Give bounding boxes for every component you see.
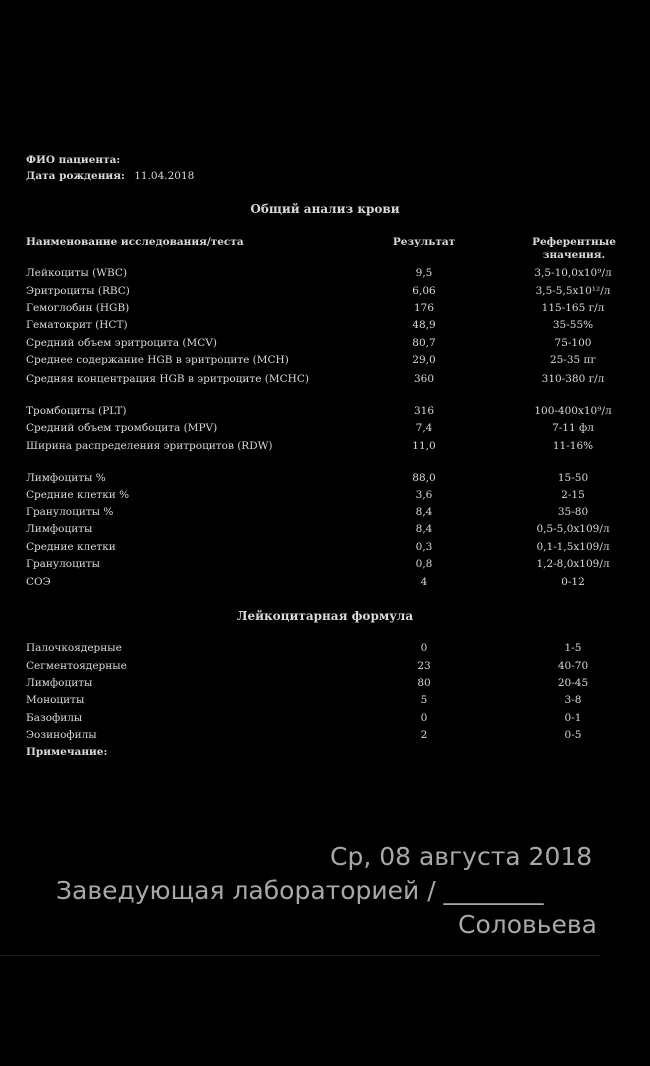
patient-name-label: ФИО пациента: [26, 154, 121, 166]
patient-dob-value: 11.04.2018 [134, 170, 195, 182]
test-result: 29,0 [412, 354, 436, 366]
test-name: Гемоглобин (HGB) [26, 302, 130, 314]
table-row [26, 422, 600, 439]
test-result: 6,06 [412, 285, 436, 297]
test-name: Тромбоциты (PLT) [26, 405, 127, 417]
table-row [26, 440, 600, 457]
test-name: Среднее содержание HGB в эритроците (MCH) [26, 354, 289, 366]
test-result: 0 [420, 712, 428, 724]
test-name: Моноциты [26, 694, 85, 706]
test-result: 2 [420, 729, 428, 741]
test-result: 4 [420, 576, 428, 588]
table-row [26, 302, 605, 319]
test-result: 5 [420, 694, 428, 706]
test-reference: 0-12 [561, 576, 585, 588]
table-row [26, 677, 600, 694]
test-reference: 100-400x10⁹/л [534, 405, 612, 417]
test-result: 0 [420, 642, 428, 654]
test-reference: 0-5 [564, 729, 582, 741]
table-row [26, 405, 612, 422]
test-reference: 35-55% [552, 319, 594, 331]
test-result: 80 [417, 677, 431, 689]
header-name: Наименование исследования/теста [26, 236, 244, 248]
test-name: Средняя концентрация HGB в эритроците (MCHC) [26, 373, 309, 385]
table-row [26, 541, 610, 558]
test-result: 176 [413, 302, 435, 314]
table-row [26, 337, 600, 354]
table-row [26, 694, 600, 711]
table-row [26, 712, 600, 729]
test-reference: 0,5-5,0x109/л [536, 523, 610, 535]
patient-dob [26, 170, 194, 182]
test-result: 0,8 [415, 558, 433, 570]
report-title: Общий анализ крови [250, 202, 400, 216]
patient-dob-label: Дата рождения: [26, 170, 125, 182]
signature-position: Заведующая лабораторией / ________ [56, 876, 544, 905]
signature-date: Ср, 08 августа 2018 [330, 842, 593, 871]
test-reference: 75-100 [554, 337, 592, 349]
test-reference: 3-8 [564, 694, 582, 706]
test-reference: 20-45 [557, 677, 589, 689]
test-result: 316 [413, 405, 435, 417]
table-row [26, 642, 600, 659]
test-result: 48,9 [412, 319, 436, 331]
table-row [26, 729, 600, 746]
test-result: 88,0 [412, 472, 436, 484]
table-row [26, 373, 605, 390]
header-reference: Референтные значения. [532, 236, 616, 261]
table-row [26, 489, 600, 506]
test-name: Лимфоциты [26, 677, 93, 689]
test-reference: 35-80 [557, 506, 589, 518]
table-row [26, 354, 600, 371]
table-row [26, 576, 600, 593]
test-reference: 40-70 [557, 660, 589, 672]
table-row [26, 285, 611, 302]
test-result: 360 [413, 373, 435, 385]
test-result: 9,5 [415, 267, 433, 279]
test-reference: 1,2-8,0x109/л [536, 558, 610, 570]
test-reference: 0,1-1,5x109/л [536, 541, 610, 553]
test-result: 11,0 [412, 440, 436, 452]
test-reference: 115-165 г/л [541, 302, 605, 314]
divider [0, 955, 600, 956]
table-row [26, 558, 610, 575]
test-result: 80,7 [412, 337, 436, 349]
test-result: 7,4 [415, 422, 433, 434]
test-name: Гранулоциты % [26, 506, 114, 518]
header-result: Результат [392, 236, 456, 248]
test-result: 8,4 [415, 506, 433, 518]
test-reference: 310-380 г/л [541, 373, 605, 385]
test-reference: 3,5-5,5x10¹²/л [535, 285, 611, 297]
table-row [26, 319, 600, 336]
test-name: Средние клетки % [26, 489, 130, 501]
test-reference: 1-5 [564, 642, 582, 654]
table-row [26, 506, 600, 523]
signature-surname: Соловьева [458, 910, 597, 939]
test-result: 8,4 [415, 523, 433, 535]
table-row [26, 267, 612, 284]
test-reference: 15-50 [557, 472, 589, 484]
test-result: 3,6 [415, 489, 433, 501]
test-name: Средние клетки [26, 541, 116, 553]
test-reference: 2-15 [561, 489, 585, 501]
test-name: Сегментоядерные [26, 660, 127, 672]
test-name: Лимфоциты % [26, 472, 106, 484]
test-name: СОЭ [26, 576, 51, 588]
test-name: Лимфоциты [26, 523, 93, 535]
table-row [26, 660, 600, 677]
test-name: Средний объем тромбоцита (MPV) [26, 422, 218, 434]
note-label: Примечание: [26, 746, 108, 758]
test-result: 23 [417, 660, 431, 672]
test-reference: 11-16% [552, 440, 594, 452]
test-name: Гематокрит (HCT) [26, 319, 128, 331]
test-reference: 7-11 фл [552, 422, 594, 434]
test-reference: 3,5-10,0x10⁹/л [534, 267, 612, 279]
test-name: Эозинофилы [26, 729, 97, 741]
test-name: Палочкоядерные [26, 642, 122, 654]
test-name: Ширина распределения эритроцитов (RDW) [26, 440, 273, 452]
test-reference: 25-35 пг [549, 354, 597, 366]
test-name: Базофилы [26, 712, 83, 724]
test-name: Лейкоциты (WBC) [26, 267, 128, 279]
table-row [26, 472, 600, 489]
formula-title: Лейкоцитарная формула [236, 609, 414, 623]
test-name: Эритроциты (RBC) [26, 285, 130, 297]
table-row [26, 523, 610, 540]
test-reference: 0-1 [564, 712, 582, 724]
test-name: Средний объем эритроцита (MCV) [26, 337, 217, 349]
test-result: 0,3 [415, 541, 433, 553]
test-name: Гранулоциты [26, 558, 101, 570]
